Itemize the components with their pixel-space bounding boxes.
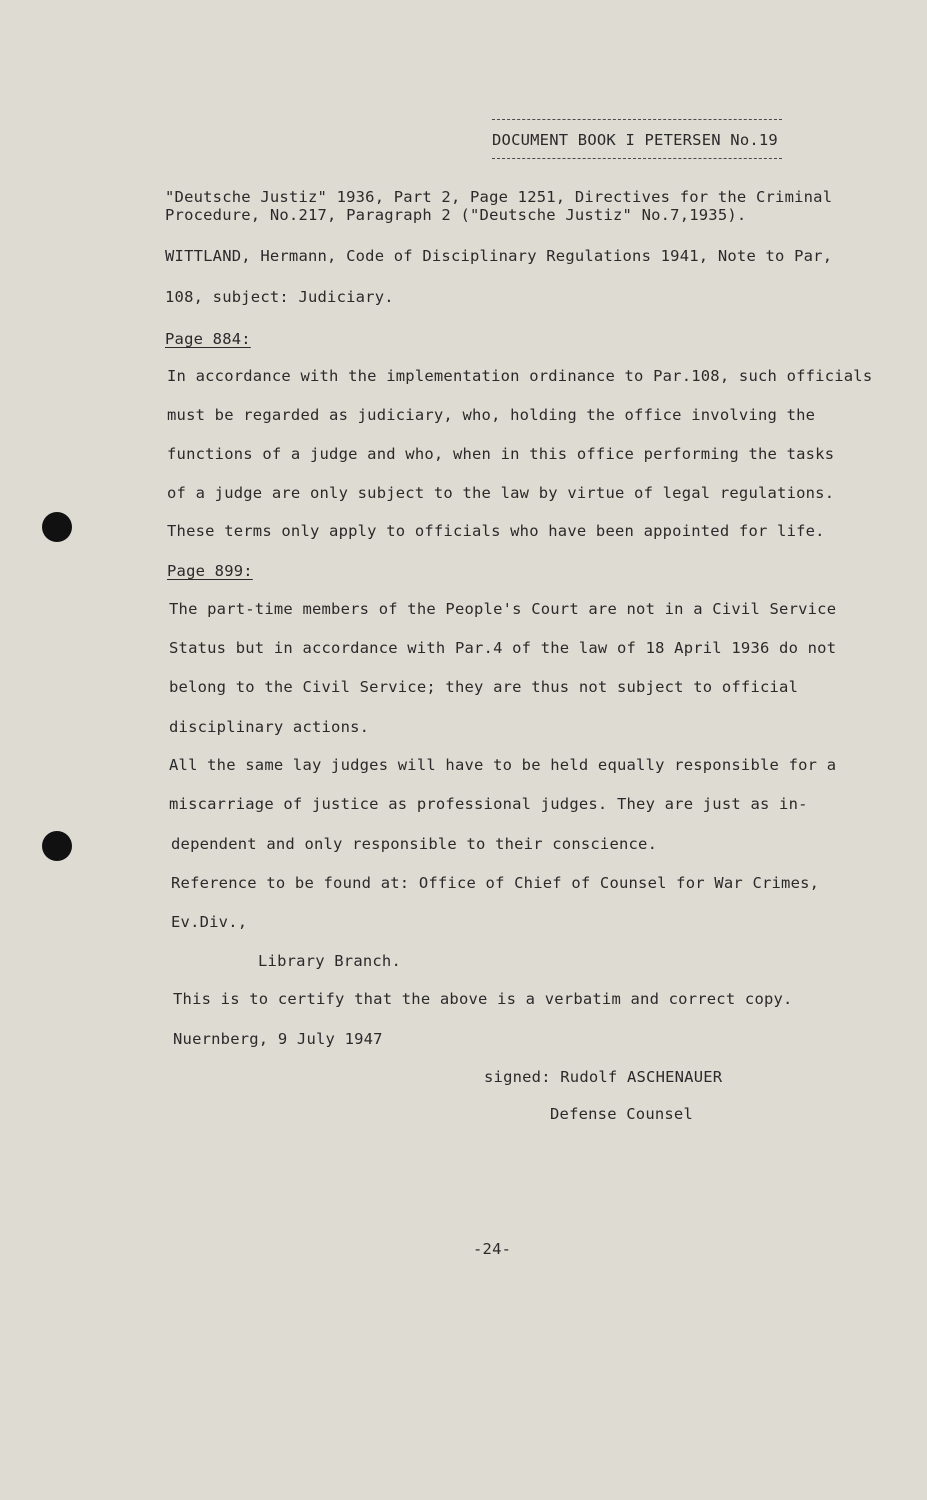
punch-hole <box>42 512 72 542</box>
section-heading-page-899: Page 899: <box>167 562 253 580</box>
citation-line-2: Procedure, No.217, Paragraph 2 ("Deutsche Justiz" No.7,1935). <box>165 206 747 224</box>
paragraph-line: disciplinary actions. <box>169 718 370 736</box>
paragraph-line: In accordance with the implementation ordinance to Par.108, such officials <box>167 367 873 385</box>
document-book-label: DOCUMENT BOOK I PETERSEN No.19 <box>492 131 778 149</box>
paragraph-line: of a judge are only subject to the law by virtue of legal regulations. <box>167 484 835 502</box>
page-number: -24- <box>473 1240 512 1258</box>
certification-statement: This is to certify that the above is a verbatim and correct copy. <box>173 990 793 1008</box>
paragraph-line: These terms only apply to officials who have been appointed for life. <box>167 522 825 540</box>
paragraph-line: miscarriage of justice as professional judges. They are just as in- <box>169 795 808 813</box>
reference-line-1: Reference to be found at: Office of Chief of Counsel for War Crimes, <box>171 874 820 892</box>
paragraph-line: All the same lay judges will have to be held equally responsible for a <box>169 756 837 774</box>
paragraph-line: belong to the Civil Service; they are thus not subject to official <box>169 678 799 696</box>
paragraph-line: functions of a judge and who, when in this office performing the tasks <box>167 445 835 463</box>
header-rule-top <box>492 119 782 120</box>
citation-line-1: "Deutsche Justiz" 1936, Part 2, Page 1251, Directives for the Criminal <box>165 188 833 206</box>
reference-line-3: Library Branch. <box>258 952 401 970</box>
paragraph-line: The part-time members of the People's Court are not in a Civil Service <box>169 600 837 618</box>
paragraph-line: must be regarded as judiciary, who, holding the office involving the <box>167 406 816 424</box>
citation-line-4: 108, subject: Judiciary. <box>165 288 394 306</box>
reference-line-2: Ev.Div., <box>171 913 248 931</box>
signature-line: signed: Rudolf ASCHENAUER <box>484 1068 723 1086</box>
signer-role: Defense Counsel <box>550 1105 693 1123</box>
header-rule-bottom <box>492 158 782 159</box>
paragraph-line: dependent and only responsible to their conscience. <box>171 835 658 853</box>
place-and-date: Nuernberg, 9 July 1947 <box>173 1030 383 1048</box>
section-heading-page-884: Page 884: <box>165 330 251 348</box>
citation-line-3: WITTLAND, Hermann, Code of Disciplinary Regulations 1941, Note to Par, <box>165 247 833 265</box>
punch-hole <box>42 831 72 861</box>
paragraph-line: Status but in accordance with Par.4 of the law of 18 April 1936 do not <box>169 639 837 657</box>
